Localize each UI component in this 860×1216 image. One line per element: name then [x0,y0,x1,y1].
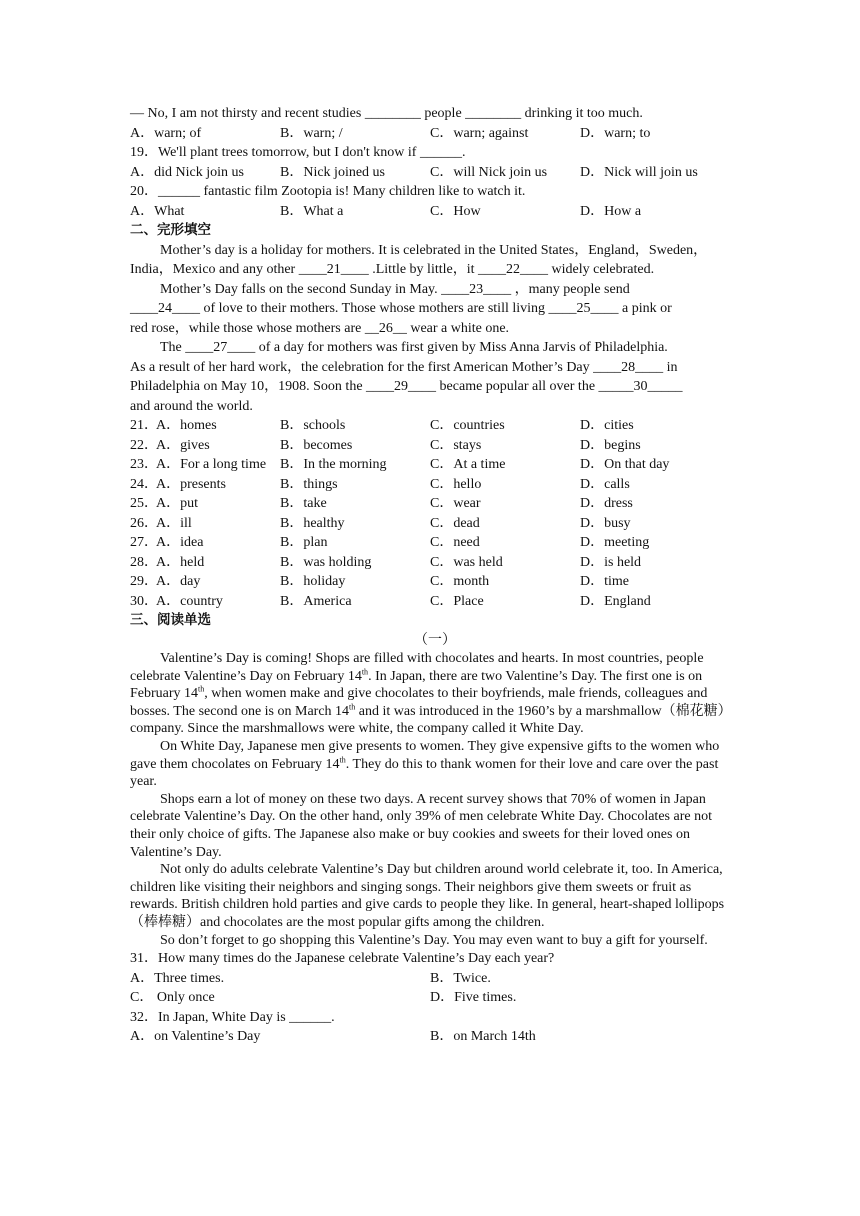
cloze-text [130,299,740,319]
reading-paragraph [130,650,740,738]
option: D．warn; to [580,125,651,141]
cloze-question-row [130,494,740,514]
option: D．cities [580,418,634,433]
paragraph-text: and it was introduced in the 1960’s by a marshmallow（棉花糖）company. Since the marshmallows were white, the company called it White Day. [130,703,732,737]
options-row [130,1027,740,1047]
document-page [130,104,740,1047]
option: C．At a time [430,457,506,472]
option: C．was held [430,554,503,570]
cloze-question-list [130,416,740,611]
cloze-blank: ____27____ [185,340,256,355]
cloze-text: Mother’s day is a holiday for mothers. It is celebrated in the United States，England，Sweden， [160,242,708,258]
option: C．month [430,574,490,589]
reading-paragraph: Shops earn a lot of money on these two days. A recent survey shows that 70% of women in Japan celebrate Valentine’s Day. On the other hand, only 39% of men celebrate White Day. Chocolates are not their only choice of gifts. The Japanese also make or buy cookies and sweets for their loved ones on Valentine’s Day. [130,791,712,860]
option: D．Five times. [430,990,517,1006]
option: A．warn; of [130,125,202,141]
cloze-text [130,377,740,397]
option: B．healthy [280,515,345,531]
cloze-text-part: Philadelphia on May 10，1908. Soon the [130,379,367,394]
option: B．take [280,496,327,511]
cloze-blank: _____30_____ [598,379,683,394]
option: C．need [430,535,480,550]
cloze-text-part: India，Mexico and any other [130,262,299,277]
option-text: A．day [156,574,201,589]
cloze-text [130,338,740,358]
cloze-text [130,358,740,378]
option: A．did Nick join us [130,164,244,180]
question-stem: We'll plant trees tomorrow, but I don't know if ______. [158,145,466,160]
option: B．was holding [280,554,372,570]
option: A．on Valentine’s Day [130,1029,261,1045]
option [130,553,280,573]
option: B．on March 14th [430,1029,536,1045]
paragraph-text: , when women make and give chocolates to their boyfriends, male friends, colleagues and bosses. The second one is on March 14 [130,686,708,719]
option: B．Twice. [430,970,491,986]
cloze-text-part: The [160,340,186,355]
option-text: A．ill [156,515,192,531]
cloze-question-row [130,533,740,553]
option: C．countries [430,418,505,433]
cloze-blank: __26__ [364,320,407,336]
cloze-question-row [130,553,740,573]
cloze-text-part: .Little by little，it [368,262,478,277]
question-number: 20． [130,184,158,199]
option: B．In the morning [280,457,387,472]
cloze-text: and around the world. [130,398,253,414]
cloze-text-part: wear a white one. [406,320,510,336]
option: C．warn; against [430,125,529,141]
cloze-text-part: a pink or [618,301,672,316]
question-number: 30． [130,593,158,609]
options-row [130,163,740,183]
option [130,533,280,553]
cloze-text-part: Mother’s Day falls on the second Sunday in May. [160,281,442,297]
question-20 [130,182,740,202]
cloze-blank: ____28____ [593,359,664,375]
paragraph-text: . In Japan, there are two Valentine’s Day. The first one is on February 14 [130,668,703,702]
cloze-text-part: of a day for mothers was first given by Miss Anna Jarvis of Philadelphia. [255,340,668,355]
option: C． Only once [130,990,215,1006]
option [130,514,280,534]
cloze-question-row [130,475,740,495]
paragraph-text: . They do this to thank women for their love and care over the past year. [130,756,719,790]
option-text: A．put [156,496,198,511]
option: B．holiday [280,574,346,589]
paragraph-text: On White Day, Japanese men give presents to women. They give expensive gifts to the women who gave them chocolates on February 14 [130,738,720,772]
option-text: A．held [156,554,205,570]
option: D．time [580,574,629,589]
paragraph-text: Valentine’s Day is coming! Shops are filled with chocolates and hearts. In most countries, people celebrate Valentine’s Day on February 14 [130,651,704,684]
option: D．begins [580,437,641,453]
option [130,455,280,475]
options-row [130,988,740,1008]
cloze-blank: ____22____ [478,262,548,277]
question-number: 31． [130,951,158,967]
passage-label: （一） [414,632,456,648]
option: B．America [280,593,352,609]
cloze-question-row [130,592,740,612]
option: D．calls [580,476,630,492]
cloze-text-part: As a result of her hard work，the celebration for the first American Mother’s Day [130,359,594,375]
reading-paragraph [130,738,740,791]
cloze-text-part: red rose，while those whose mothers are [130,320,365,336]
question-number: 25． [130,496,158,511]
options-row [130,124,740,144]
cloze-blank: ____24____ [130,301,200,316]
reading-paragraph: So don’t forget to go shopping this Valentine’s Day. You may even want to buy a gift for yourself. [160,932,708,948]
question-31 [130,949,740,969]
option: B．plan [280,535,328,550]
superscript: th [198,684,205,694]
option-text: A．idea [156,535,204,550]
option: A．Three times. [130,970,225,986]
cloze-text-part: became popular all over the [436,379,599,394]
question-number: 23． [130,457,158,472]
option: B．schools [280,418,346,433]
option: B．things [280,476,338,492]
question-number: 27． [130,535,158,550]
question-stem: — No, I am not thirsty and recent studies ________ people ________ drinking it too much. [130,106,643,121]
cloze-text [130,319,740,339]
cloze-text-part: widely celebrated. [548,262,655,277]
question-number: 19． [130,145,158,160]
option: D．busy [580,515,631,531]
cloze-question-row [130,572,740,592]
option-text: A．For a long time [156,457,267,472]
cloze-question-row [130,514,740,534]
option: D．England [580,593,651,609]
cloze-question-row [130,416,740,436]
cloze-blank: ____23____ [441,281,512,297]
option: C．wear [430,496,481,511]
option: C．will Nick join us [430,164,548,180]
option: C．dead [430,515,480,531]
option-text: A．gives [156,437,210,453]
cloze-text [130,260,740,280]
section-heading-cloze: 二、完形填空 [130,222,211,238]
option: C．How [430,203,481,219]
option [130,592,280,612]
cloze-text-part: of love to their mothers. Those whose mothers are still living [200,301,549,316]
question-stem: ______ fantastic film Zootopia is! Many children like to watch it. [158,184,526,199]
section-heading-reading: 三、阅读单选 [130,612,211,628]
question-number: 21． [130,418,158,433]
option: B．Nick joined us [280,164,385,180]
option: D．How a [580,203,642,219]
superscript: th [361,666,369,676]
cloze-text [130,280,740,300]
question-stem: In Japan, White Day is ______. [158,1009,335,1025]
cloze-blank: ____21____ [298,262,369,277]
cloze-text-part: in [663,359,678,375]
option [130,416,280,436]
option: D．meeting [580,535,650,550]
question-19 [130,143,740,163]
cloze-question-row [130,436,740,456]
option: D．On that day [580,457,670,472]
option: B．becomes [280,437,353,453]
option: B．What a [280,203,344,219]
option-text: A．presents [156,476,226,492]
option-text: A．homes [156,418,217,433]
option: B．warn; / [280,125,343,141]
option [130,572,280,592]
option [130,436,280,456]
question-number: 26． [130,515,158,531]
option-text: A．country [156,593,223,609]
cloze-text-part: ，many people send [511,281,630,297]
option: A．What [130,203,185,219]
superscript: th [339,754,346,764]
options-row [130,969,740,989]
option: C．stays [430,437,482,453]
options-row [130,202,740,222]
reading-paragraph: Not only do adults celebrate Valentine’s Day but children around world celebrate it, too. In America, children like visiting their neighbors and singing songs. Their neighbors give them sweets or fruit as rewards. British children hold parties and give cards to people they like. In general, heart-shaped lollipops（棒棒糖）and chocolates are the most popular gifts among the children. [130,862,725,930]
question-number: 24． [130,476,158,492]
option: D．dress [580,496,633,511]
option: C．Place [430,593,484,609]
question-number: 32． [130,1009,158,1025]
cloze-question-row [130,455,740,475]
superscript: th [349,702,356,712]
question-number: 22． [130,437,158,453]
option [130,475,280,495]
question-number: 28． [130,554,158,570]
cloze-blank: ____25____ [548,301,619,316]
question-number: 29． [130,574,158,589]
option: D．is held [580,554,642,570]
question-32 [130,1008,740,1028]
cloze-blank: ____29____ [366,379,437,394]
option [130,494,280,514]
question-stem: How many times do the Japanese celebrate Valentine’s Day each year? [158,951,555,967]
option: D．Nick will join us [580,164,698,180]
option: C．hello [430,476,482,492]
